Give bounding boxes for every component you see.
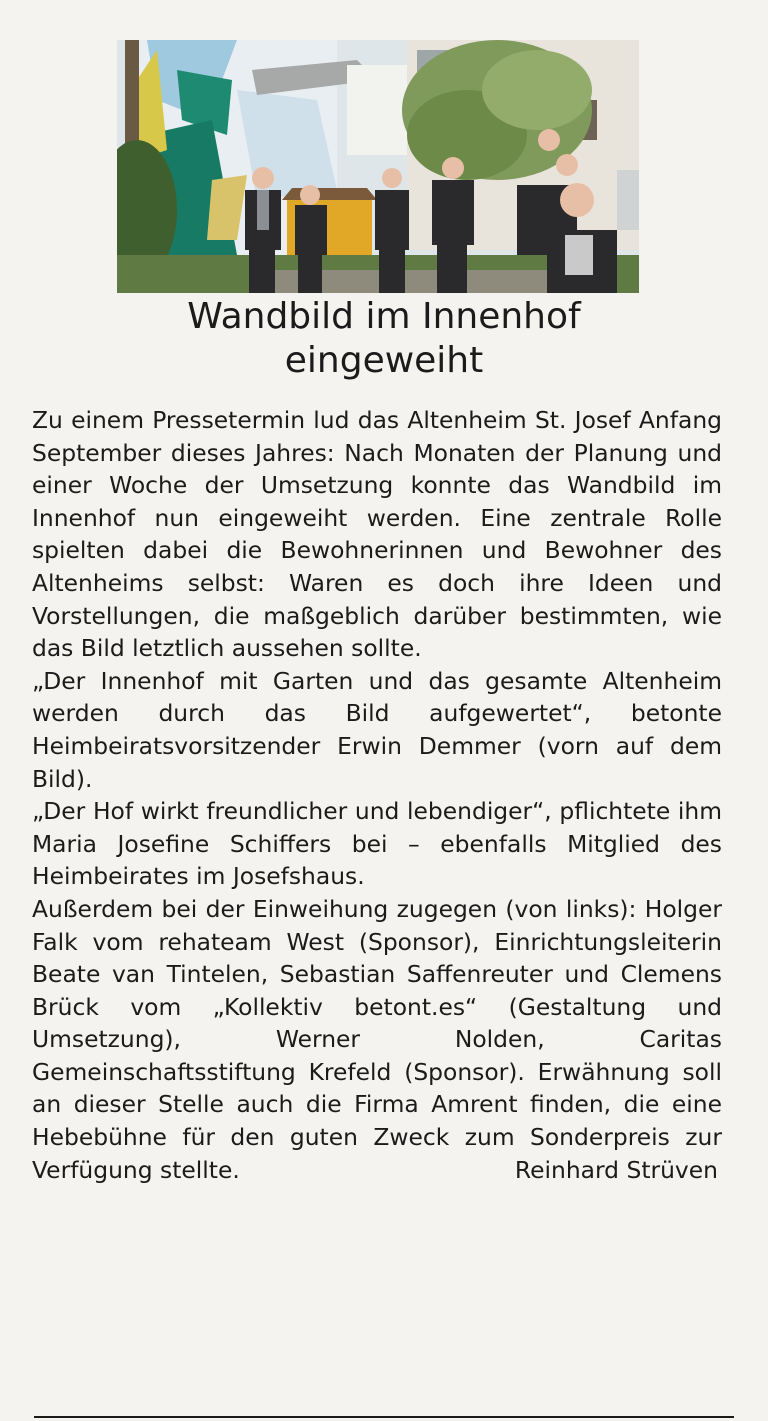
bottom-divider	[34, 1416, 734, 1418]
article-paragraph: Zu einem Pressetermin lud das Altenheim St. Josef Anfang September dieses Jahres: Nach Monaten der Planung und einer Woche der Umsetzung konnte das Wandbild im Innenhof nun eingeweiht werden. Eine zentrale Rolle spielten dabei die Bewohnerinnen und Bewohner des Altenheims selbst: Waren es doch ihre Ideen und Vorstellungen, die maßgeblich darüber bestimmten, wie das Bild letztlich aussehen sollte.	[32, 406, 722, 663]
article-paragraph: „Der Hof wirkt freundlicher und lebendiger“, pflichtete ihm Maria Josefine Schiffers bei – ebenfalls Mitglied des Heimbeirates im Josefshaus.	[32, 797, 722, 891]
article-title-line-2: eingeweiht	[284, 340, 484, 381]
group-photo-illustration	[117, 40, 639, 293]
article-title	[40, 295, 728, 383]
article-photo	[117, 40, 639, 293]
article-paragraph-final	[32, 893, 722, 1186]
article-title-line-1: Wandbild im Innenhof	[187, 296, 581, 337]
article-paragraph-text: Außerdem bei der Einweihung zugegen (von links): Holger Falk vom rehateam West (Sponsor), Einrichtungsleiterin Beate van Tintelen, Sebastian Saffenreuter und Clemens Brück vom „Kollektiv betont.es“ (Gestaltung und Umsetzung), Werner Nolden, Caritas Gemeinschaftsstiftung Krefeld (Sponsor). Erwähnung soll an dieser Stelle auch die Firma Amrent finden, die eine Hebebühne für den guten Zweck zum Sonderpreis zur Verfügung stellte.	[32, 894, 722, 1184]
article-paragraph: „Der Innenhof mit Garten und das gesamte Altenheim werden durch das Bild aufgewertet“, betonte Heimbeiratsvorsitzender Erwin Demmer (vorn auf dem Bild).	[32, 666, 722, 793]
author-signature: Reinhard Strüven	[514, 1155, 718, 1184]
article-body	[32, 404, 722, 1186]
